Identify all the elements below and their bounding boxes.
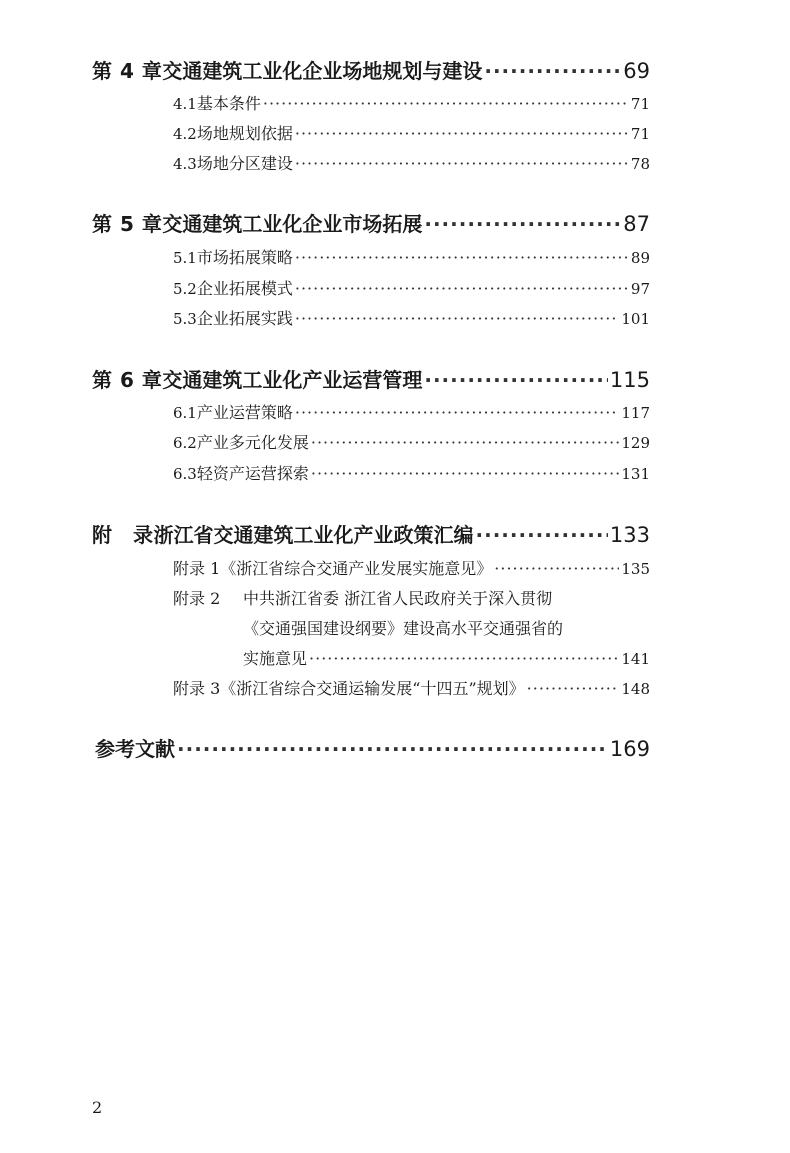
toc-section-5-2[interactable] <box>173 276 650 302</box>
appendix-item-number: 附录 1 <box>173 559 221 578</box>
toc-chapter-4[interactable] <box>92 55 650 85</box>
toc-section-6-2[interactable] <box>173 430 650 456</box>
appendix-title: 浙江省交通建筑工业化产业政策汇编 <box>153 523 474 547</box>
toc-chapter-5[interactable] <box>92 208 650 238</box>
dot-leader <box>494 559 619 578</box>
section-title: 产业多元化发展 <box>196 433 309 452</box>
section-number: 4.3 <box>173 155 197 173</box>
appendix-item-title-line-3: 实施意见 <box>243 649 308 668</box>
dot-leader <box>424 368 608 392</box>
toc-appendix-2[interactable] <box>173 586 650 612</box>
section-page-number: 129 <box>621 434 650 452</box>
dot-leader <box>527 679 620 698</box>
dot-leader <box>424 212 621 236</box>
toc-section-5-1[interactable] <box>173 245 650 271</box>
section-page-number: 97 <box>630 280 650 298</box>
section-page-number: 117 <box>621 404 650 422</box>
section-page-number: 89 <box>630 249 650 267</box>
toc-section-4-2[interactable] <box>173 121 650 147</box>
dot-leader <box>476 523 608 547</box>
chapter-title: 交通建筑工业化企业市场拓展 <box>162 212 423 236</box>
toc-section-4-1[interactable] <box>173 91 650 117</box>
toc-references[interactable] <box>95 733 650 763</box>
dot-leader <box>295 154 629 173</box>
section-number: 4.2 <box>173 125 197 143</box>
appendix-page-number: 133 <box>609 523 650 547</box>
section-title: 企业拓展模式 <box>196 279 293 298</box>
appendix-item-title-line-1: 中共浙江省委 浙江省人民政府关于深入贯彻 <box>243 589 553 608</box>
dot-leader <box>309 649 619 668</box>
references-title: 参考文献 <box>95 737 175 761</box>
toc-section-6-3[interactable] <box>173 461 650 487</box>
section-title: 市场拓展策略 <box>196 248 293 267</box>
page-number: 2 <box>92 1098 103 1117</box>
appendix-item-number: 附录 3 <box>173 679 221 698</box>
references-page-number: 169 <box>609 737 650 761</box>
section-title: 产业运营策略 <box>196 403 293 422</box>
section-number: 4.1 <box>173 95 197 113</box>
appendix-item-title-line-2: 《交通强国建设纲要》建设高水平交通强省的 <box>243 619 564 638</box>
section-number: 5.3 <box>173 310 197 328</box>
section-title: 场地规划依据 <box>196 124 293 143</box>
section-number: 5.2 <box>173 280 197 298</box>
section-title: 企业拓展实践 <box>196 309 293 328</box>
section-number: 6.1 <box>173 404 197 422</box>
toc-section-5-3[interactable] <box>173 306 650 332</box>
toc-appendix-3[interactable] <box>173 676 650 702</box>
dot-leader <box>311 433 619 452</box>
appendix-item-title: 《浙江省综合交通运输发展“十四五”规划》 <box>220 679 525 698</box>
toc-chapter-6[interactable] <box>92 364 650 394</box>
chapter-title: 交通建筑工业化产业运营管理 <box>162 368 423 392</box>
section-title: 轻资产运营探索 <box>196 464 309 483</box>
section-page-number: 78 <box>630 155 650 173</box>
chapter-label: 第 5 章 <box>92 212 163 236</box>
dot-leader <box>177 737 608 761</box>
section-page-number: 71 <box>630 125 650 143</box>
chapter-label: 第 4 章 <box>92 59 163 83</box>
appendix-item-number: 附录 2 <box>173 589 221 608</box>
section-title: 场地分区建设 <box>196 154 293 173</box>
dot-leader <box>295 309 619 328</box>
section-page-number: 71 <box>630 95 650 113</box>
section-page-number: 101 <box>621 310 650 328</box>
section-number: 6.2 <box>173 434 197 452</box>
appendix-item-title: 《浙江省综合交通产业发展实施意见》 <box>220 559 493 578</box>
chapter-label: 第 6 章 <box>92 368 163 392</box>
toc-appendix-2-last-line[interactable] <box>243 646 650 669</box>
toc-section-4-3[interactable] <box>173 151 650 177</box>
dot-leader <box>295 279 629 298</box>
section-title: 基本条件 <box>196 94 261 113</box>
toc-appendix[interactable] <box>92 519 650 549</box>
dot-leader <box>263 94 629 113</box>
chapter-page-number: 69 <box>623 59 650 83</box>
dot-leader <box>295 248 629 267</box>
toc-section-6-1[interactable] <box>173 400 650 426</box>
dot-leader <box>295 124 629 143</box>
dot-leader <box>484 59 621 83</box>
chapter-page-number: 115 <box>609 368 650 392</box>
appendix-item-page-number: 148 <box>621 680 650 698</box>
chapter-page-number: 87 <box>623 212 650 236</box>
appendix-item-page-number: 141 <box>621 650 650 668</box>
chapter-title: 交通建筑工业化企业场地规划与建设 <box>162 59 483 83</box>
section-number: 6.3 <box>173 465 197 483</box>
dot-leader <box>311 464 619 483</box>
section-number: 5.1 <box>173 249 197 267</box>
appendix-item-page-number: 135 <box>621 560 650 578</box>
dot-leader <box>295 403 619 422</box>
section-page-number: 131 <box>621 465 650 483</box>
appendix-label: 附 录 <box>92 523 154 547</box>
toc-appendix-2-continued <box>243 616 563 639</box>
toc-appendix-1[interactable] <box>173 556 650 582</box>
